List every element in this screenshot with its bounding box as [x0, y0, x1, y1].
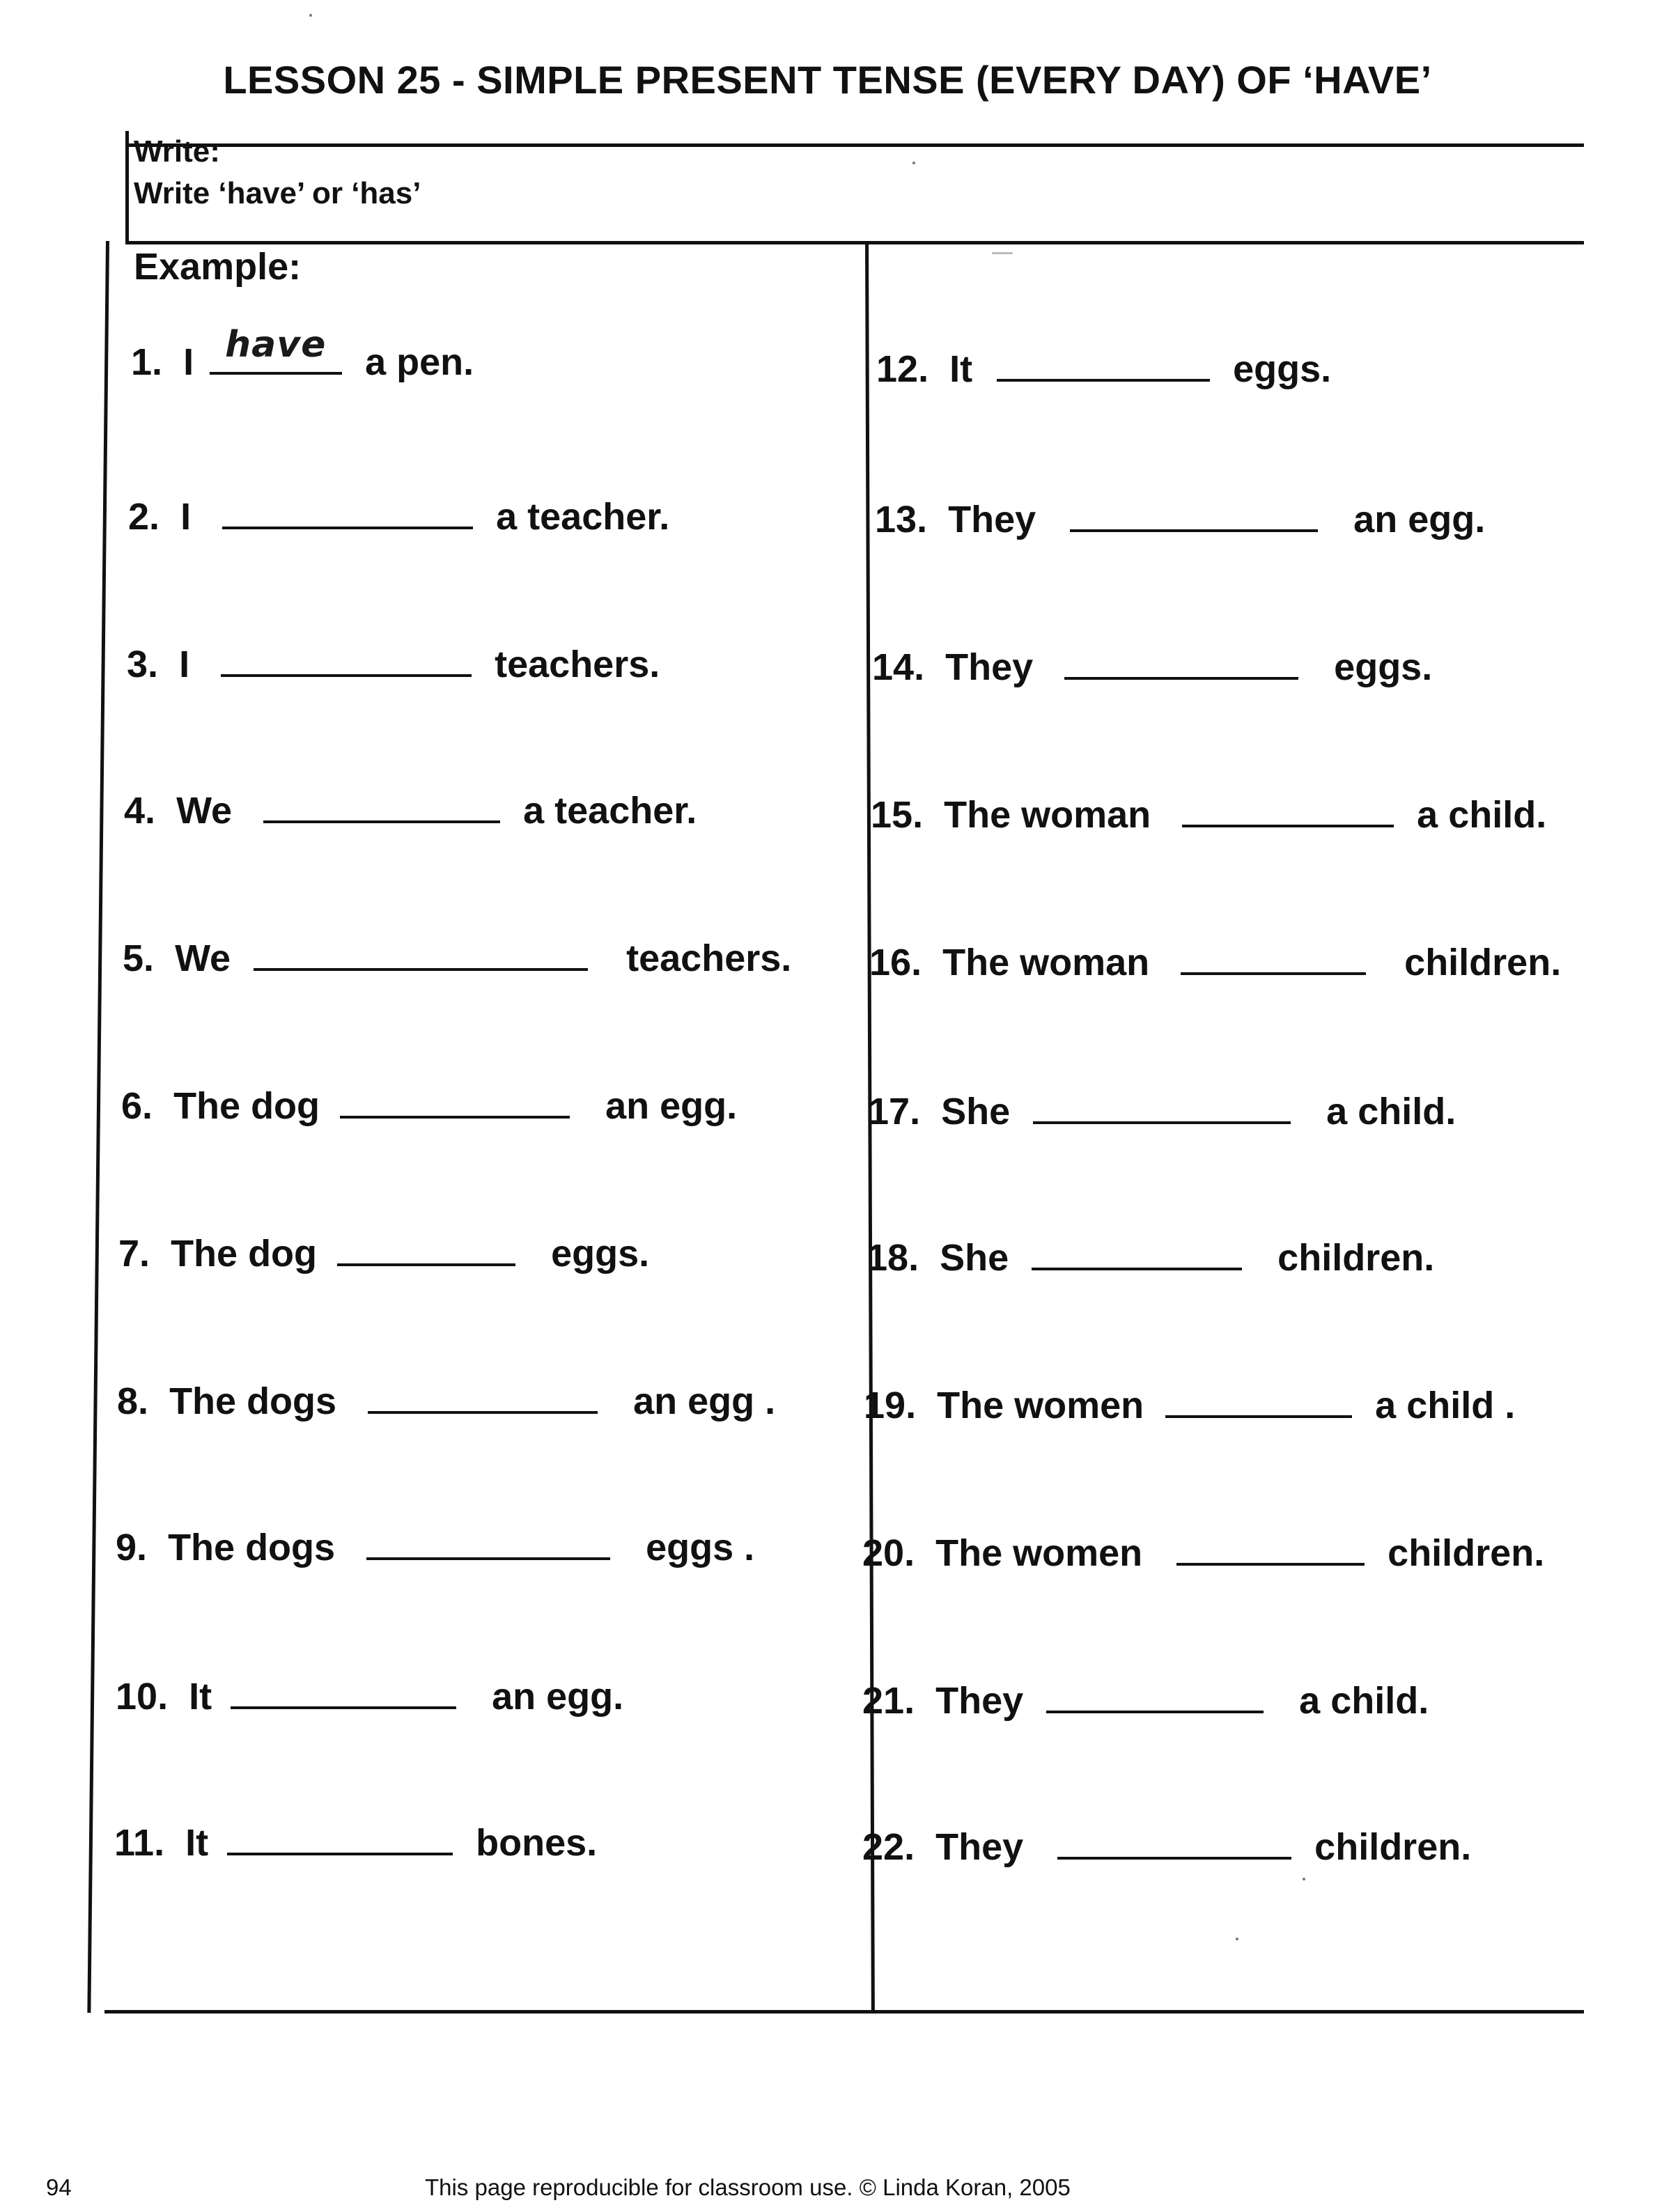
- answer-blank[interactable]: [263, 781, 500, 823]
- item-number: 19.: [864, 1385, 917, 1426]
- item-number: 15.: [871, 794, 924, 836]
- item-subject: They: [935, 1680, 1024, 1722]
- item-subject: We: [175, 937, 231, 979]
- item-subject: The woman: [942, 942, 1150, 983]
- item-number: 1.: [131, 341, 163, 383]
- item-subject: I: [183, 341, 194, 383]
- item-tail: a child.: [1299, 1680, 1429, 1722]
- scan-speck: [992, 252, 1013, 254]
- answer-blank[interactable]: [368, 1372, 598, 1414]
- item-number: 16.: [869, 942, 922, 983]
- item-subject: It: [189, 1676, 212, 1718]
- item-subject: The dog: [173, 1085, 320, 1127]
- exercise-item-15: [871, 786, 1546, 834]
- answer-blank[interactable]: [366, 1518, 610, 1560]
- item-subject: The women: [935, 1532, 1143, 1574]
- exercise-item-18: [867, 1229, 1434, 1277]
- item-number: 11.: [114, 1822, 165, 1864]
- item-tail: eggs .: [646, 1527, 755, 1568]
- item-number: 18.: [867, 1237, 919, 1279]
- exercise-item-5: [123, 929, 791, 978]
- item-subject: It: [185, 1822, 209, 1864]
- answer-blank[interactable]: [222, 488, 473, 529]
- item-tail: a pen.: [365, 341, 474, 383]
- answer-text: have: [225, 324, 327, 366]
- item-tail: eggs.: [1334, 646, 1433, 688]
- exercise-item-6: [121, 1077, 737, 1126]
- item-number: 2.: [128, 496, 160, 538]
- item-tail: a teacher.: [496, 496, 670, 538]
- exercise-item-20: [862, 1524, 1544, 1573]
- item-number: 8.: [117, 1380, 149, 1422]
- answer-blank[interactable]: [1032, 1229, 1242, 1270]
- item-number: 9.: [116, 1527, 148, 1568]
- item-subject: The woman: [944, 794, 1151, 836]
- item-tail: an egg.: [492, 1676, 624, 1718]
- answer-blank[interactable]: [1182, 786, 1394, 827]
- scan-speck: [1303, 1878, 1305, 1880]
- exercise-item-13: [875, 490, 1485, 539]
- item-tail: a teacher.: [523, 790, 697, 832]
- item-subject: The dogs: [169, 1380, 337, 1422]
- page-number: 94: [46, 2174, 72, 2200]
- item-subject: She: [940, 1237, 1009, 1279]
- item-tail: a child .: [1375, 1385, 1516, 1426]
- copyright-notice: This page reproducible for classroom use. © Linda Koran, 2005: [425, 2174, 1071, 2200]
- answer-blank[interactable]: [337, 1224, 515, 1266]
- scan-speck: [912, 162, 915, 164]
- item-number: 7.: [118, 1233, 150, 1275]
- scan-speck: [1236, 1938, 1238, 1940]
- exercise-item-1: [131, 324, 474, 383]
- item-tail: children.: [1314, 1826, 1472, 1868]
- answer-blank[interactable]: [231, 1667, 456, 1709]
- table-left-rule: [125, 131, 129, 241]
- exercise-item-10: [116, 1667, 623, 1716]
- exercise-item-14: [872, 638, 1432, 687]
- item-subject: We: [176, 790, 233, 832]
- item-tail: a child.: [1326, 1091, 1456, 1132]
- exercise-item-19: [864, 1376, 1515, 1425]
- item-subject: The dog: [171, 1233, 318, 1275]
- table-left-rule-lower: [87, 241, 109, 2013]
- item-number: 4.: [124, 790, 156, 832]
- item-subject: The women: [937, 1385, 1144, 1426]
- item-number: 12.: [876, 348, 929, 390]
- exercise-item-21: [862, 1672, 1429, 1720]
- exercise-item-3: [127, 635, 660, 684]
- item-subject: She: [941, 1091, 1011, 1132]
- item-number: 14.: [872, 646, 925, 688]
- item-number: 20.: [862, 1532, 915, 1574]
- answer-blank[interactable]: [254, 929, 588, 971]
- item-subject: It: [949, 348, 973, 390]
- item-number: 5.: [123, 937, 155, 979]
- item-tail: teachers.: [495, 644, 660, 685]
- exercise-item-4: [124, 781, 697, 830]
- exercise-item-8: [117, 1372, 775, 1421]
- item-tail: bones.: [476, 1822, 598, 1864]
- answer-blank[interactable]: [1046, 1672, 1264, 1713]
- item-subject: They: [945, 646, 1034, 688]
- item-tail: eggs.: [1233, 348, 1332, 390]
- exercise-item-17: [868, 1082, 1456, 1131]
- exercise-item-11: [114, 1814, 597, 1862]
- item-subject: They: [948, 499, 1036, 540]
- item-number: 21.: [862, 1680, 915, 1722]
- answer-blank[interactable]: [1033, 1082, 1291, 1124]
- item-tail: an egg .: [633, 1380, 776, 1422]
- item-subject: I: [179, 644, 190, 685]
- answer-blank[interactable]: [221, 635, 472, 677]
- item-subject: The dogs: [168, 1527, 336, 1568]
- answer-blank[interactable]: [1181, 933, 1366, 975]
- item-subject: I: [180, 496, 192, 538]
- instructions-bottom-rule: [125, 241, 1584, 244]
- item-tail: children.: [1388, 1532, 1545, 1574]
- lesson-title: LESSON 25 - SIMPLE PRESENT TENSE (EVERY DAY) OF ‘HAVE’: [223, 58, 1432, 102]
- exercise-item-9: [116, 1518, 754, 1567]
- item-tail: eggs.: [551, 1233, 650, 1275]
- answer-blank[interactable]: [210, 324, 342, 375]
- answer-blank[interactable]: [1057, 1818, 1291, 1860]
- scan-speck: [309, 14, 312, 17]
- example-label: Example:: [134, 246, 302, 288]
- item-number: 22.: [862, 1826, 915, 1868]
- answer-blank[interactable]: [1064, 638, 1298, 680]
- exercise-item-16: [869, 933, 1561, 982]
- answer-blank[interactable]: [1176, 1524, 1365, 1566]
- item-number: 13.: [875, 499, 928, 540]
- exercise-item-12: [876, 340, 1331, 389]
- item-tail: children.: [1277, 1237, 1435, 1279]
- item-number: 10.: [116, 1676, 169, 1718]
- answer-blank[interactable]: [1165, 1376, 1352, 1418]
- instructions: [134, 131, 421, 215]
- item-tail: a child.: [1417, 794, 1547, 836]
- answer-blank[interactable]: [997, 340, 1210, 382]
- instructions-heading: Write:: [134, 134, 220, 169]
- item-number: 17.: [868, 1091, 921, 1132]
- exercise-item-7: [118, 1224, 649, 1273]
- exercise-item-22: [862, 1818, 1471, 1867]
- answer-blank[interactable]: [227, 1814, 453, 1855]
- item-tail: children.: [1404, 942, 1562, 983]
- instructions-text: Write ‘have’ or ‘has’: [134, 176, 421, 210]
- item-subject: They: [935, 1826, 1024, 1868]
- item-tail: an egg.: [605, 1085, 738, 1127]
- item-number: 6.: [121, 1085, 153, 1127]
- item-tail: teachers.: [626, 937, 792, 979]
- item-tail: an egg.: [1353, 499, 1486, 540]
- answer-blank[interactable]: [1070, 490, 1318, 532]
- item-number: 3.: [127, 644, 159, 685]
- answer-blank[interactable]: [340, 1077, 570, 1119]
- table-bottom-rule: [104, 2010, 1584, 2014]
- exercise-item-2: [128, 488, 669, 536]
